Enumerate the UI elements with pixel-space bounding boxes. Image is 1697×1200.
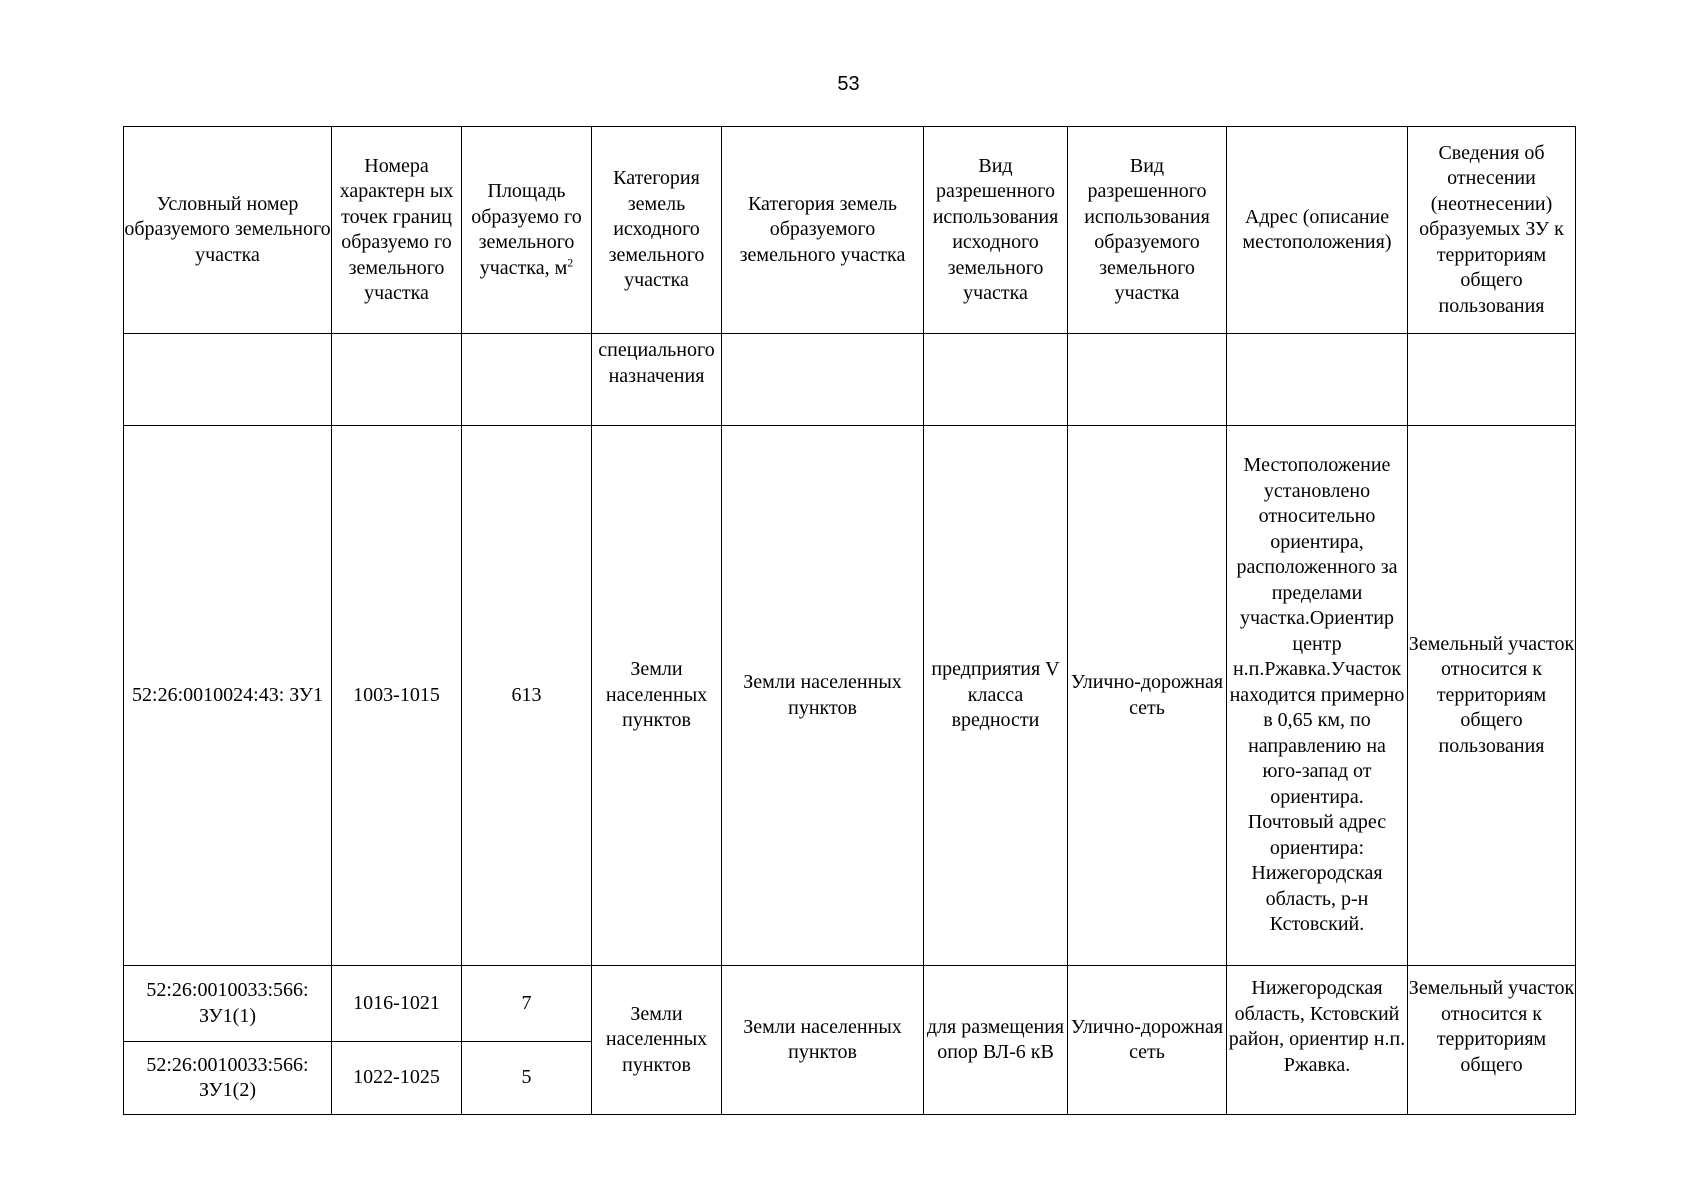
header-boundary-points: Номера характерн ых точек границ образуемо го земельного участка [332,127,462,334]
table-row [124,334,1576,426]
cell-public-use: Земельный участок относится к территориям общего [1408,966,1576,1115]
header-public-use: Сведения об отнесении (неотнесении) образуемых ЗУ к территориям общего пользования [1408,127,1576,334]
cell-empty [462,334,592,426]
page-number: 53 [837,73,860,95]
cell-public-use: Земельный участок относится к территориям общего пользования [1408,426,1576,966]
cell-plot-number: 52:26:0010024:43: ЗУ1 [124,426,332,966]
cell-use-source: для размещения опор ВЛ-6 кВ [924,966,1068,1115]
cell-use-source: предприятия V класса вредности [924,426,1068,966]
cell-plot-number: 52:26:0010033:566: ЗУ1(2) [124,1042,332,1115]
cell-area: 613 [462,426,592,966]
cell-address: Нижегородская область, Кстовский район, ориентир н.п. Ржавка. [1227,966,1408,1115]
cell-empty [124,334,332,426]
header-address: Адрес (описание местоположения) [1227,127,1408,334]
header-category-new: Категория земель образуемого земельного участка [722,127,924,334]
cell-empty [924,334,1068,426]
table-row [124,426,1576,966]
header-row [124,127,1576,334]
cell-category-new: Земли населенных пунктов [722,966,924,1115]
header-area-sup: 2 [567,254,574,269]
cell-boundary-points: 1022-1025 [332,1042,462,1115]
cell-plot-number: 52:26:0010033:566: ЗУ1(1) [124,966,332,1042]
table-row [124,966,1576,1042]
cell-empty [1227,334,1408,426]
header-plot-number: Условный номер образуемого земельного участка [124,127,332,334]
header-area [462,127,592,334]
header-use-new: Вид разрешенного использования образуемого земельного участка [1068,127,1227,334]
cell-use-new: Улично-дорожная сеть [1068,426,1227,966]
cell-address: Местоположение установлено относительно ориентира, расположенного за пределами участка.Ориентир центр н.п.Ржавка.Участок находится примерно в 0,65 км, по направлению на юго-запад от ориентира. Почтовый адрес ориентира: Нижегородская область, р-н Кстовский. [1227,426,1408,966]
header-category-source: Категория земель исходного земельного участка [592,127,722,334]
cell-boundary-points: 1003-1015 [332,426,462,966]
cell-boundary-points: 1016-1021 [332,966,462,1042]
header-use-source: Вид разрешенного использования исходного земельного участка [924,127,1068,334]
header-area-label: Площадь образуемо го земельного участка, м [471,180,582,279]
cell-empty [332,334,462,426]
land-plots-table [123,126,1576,1115]
cell-area: 7 [462,966,592,1042]
cell-empty [722,334,924,426]
cell-category-new: Земли населенных пунктов [722,426,924,966]
cell-category-source: Земли населенных пунктов [592,966,722,1115]
cell-use-new: Улично-дорожная сеть [1068,966,1227,1115]
cell-empty [1408,334,1576,426]
cell-category-source: специального назначения [592,334,722,426]
cell-area: 5 [462,1042,592,1115]
cell-empty [1068,334,1227,426]
cell-category-source: Земли населенных пунктов [592,426,722,966]
